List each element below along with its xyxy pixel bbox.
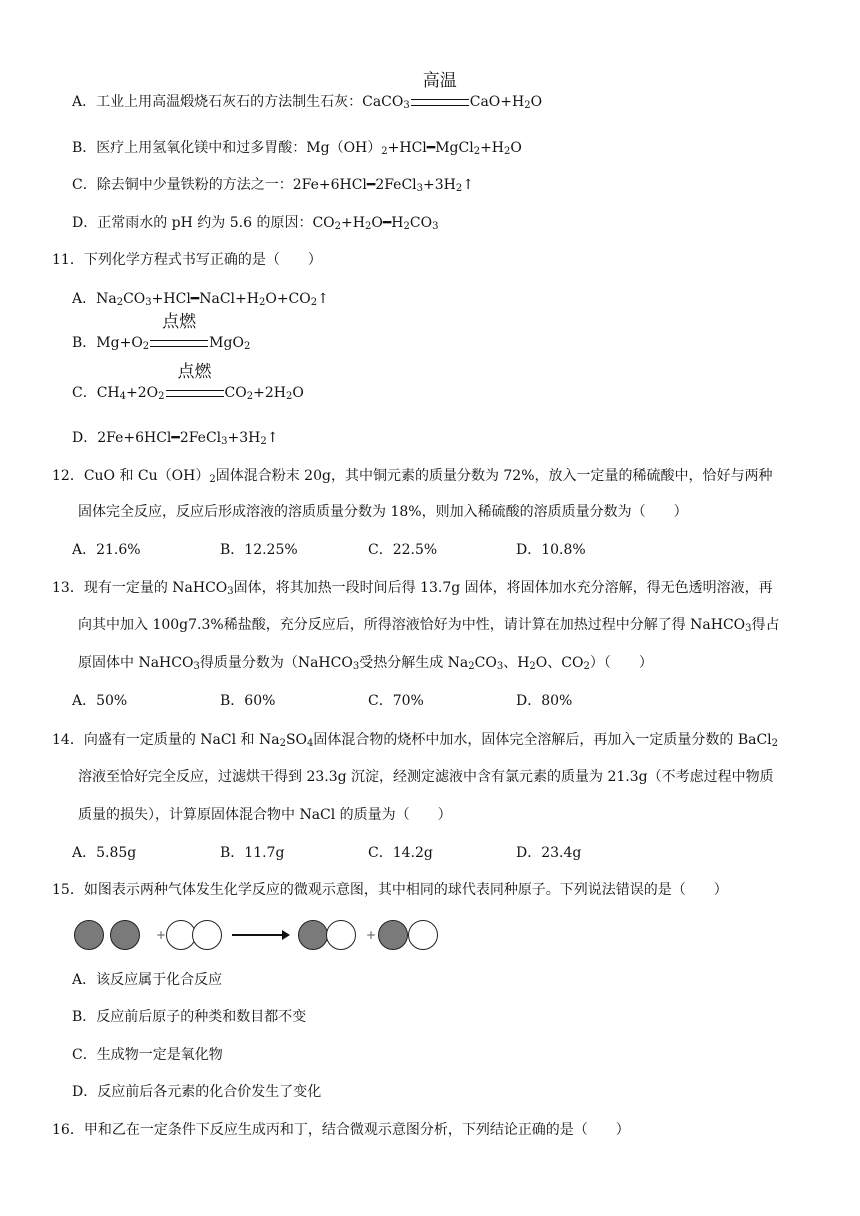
q12-option-b: B．12.25% bbox=[220, 542, 298, 558]
q11-option-a: A．$Na_2CO_3+HCl━NaCl+H_2O+CO_2↑$ bbox=[72, 291, 329, 308]
plus-sign: + bbox=[156, 928, 167, 942]
q11-option-b: B．$Mg+O_2$ 点燃 MgO$_2$ bbox=[72, 312, 251, 352]
ignite-condition: 点燃 bbox=[149, 333, 209, 353]
q11-stem: 11．下列化学方程式书写正确的是（ ） bbox=[52, 252, 322, 268]
reaction-diagram bbox=[74, 918, 454, 952]
q15-option-a: A．该反应属于化合反应 bbox=[72, 972, 223, 988]
q11-option-c: C．$CH_4+2O_2$ 点燃 $CO_2+2H_2O$ bbox=[72, 362, 304, 402]
light-atom bbox=[408, 920, 438, 950]
q10-option-a: A．工业上用高温煅烧石灰石的方法制生石灰：CaCO$_3$ 高温 $CaO+H_2O$ bbox=[72, 71, 543, 111]
q10-option-c: C．除去铜中少量铁粉的方法之一：$2Fe+6HCl━2FeCl_3+3H_2↑$ bbox=[72, 177, 474, 194]
q15-option-c: C．生成物一定是氧化物 bbox=[72, 1047, 223, 1063]
q13-option-c: C．70% bbox=[368, 693, 424, 709]
reaction-arrow bbox=[232, 934, 288, 936]
high-temp-condition: 高温 bbox=[410, 92, 470, 112]
q12-option-c: C．22.5% bbox=[368, 542, 438, 558]
light-atom bbox=[192, 920, 222, 950]
q12-option-a: A．21.6% bbox=[72, 542, 141, 558]
q12-option-d: D．10.8% bbox=[516, 542, 586, 558]
q15-option-b: B．反应前后原子的种类和数目都不变 bbox=[72, 1009, 307, 1025]
q14-stem-line2: 溶液至恰好完全反应，过滤烘干得到 23.3g 沉淀，经测定滤液中含有氯元素的质量为 21.3g（不考虑过程中物质 bbox=[78, 769, 774, 785]
q13-option-a: A．50% bbox=[72, 693, 128, 709]
q14-stem-line3: 质量的损失），计算原固体混合物中 NaCl 的质量为（ ） bbox=[78, 807, 452, 823]
q13-stem-line2: 向其中加入 100g7.3%稀盐酸，充分反应后，所得溶液恰好为中性，请计算在加热过程中分解了得 NaHCO$_3$得占 bbox=[78, 617, 780, 634]
q14-options bbox=[72, 843, 812, 863]
q13-stem-line1: 13．现有一定量的 NaHCO$_3$固体，将其加热一段时间后得 13.7g 固体，将固体加水充分溶解，得无色透明溶液，再 bbox=[52, 580, 773, 597]
q14-option-b: B．11.7g bbox=[220, 845, 285, 861]
q16-stem: 16．甲和乙在一定条件下反应生成丙和丁，结合微观示意图分析，下列结论正确的是（ ） bbox=[52, 1122, 630, 1138]
dark-atom bbox=[110, 920, 140, 950]
ignite-condition: 点燃 bbox=[165, 383, 225, 403]
light-atom bbox=[326, 920, 356, 950]
q12-stem-line1: 12．CuO 和 $Cu(OH)_2$固体混合粉末 20g，其中铜元素的质量分数为 72%，放入一定量的稀硫酸中，恰好与两种 bbox=[52, 468, 773, 485]
q13-options bbox=[72, 691, 812, 711]
q14-option-a: A．5.85g bbox=[72, 845, 137, 861]
q13-option-b: B．60% bbox=[220, 693, 276, 709]
q15-option-d: D．反应前后各元素的化合价发生了变化 bbox=[72, 1084, 322, 1100]
q11-option-d: D．$2Fe+6HCl━2FeCl_3+3H_2↑$ bbox=[72, 430, 279, 447]
dark-atom bbox=[298, 920, 328, 950]
q14-stem-line1: 14．向盛有一定质量的 NaCl 和 $Na_2SO_4$固体混合物的烧杯中加水，固体完全溶解后，再加入一定质量分数的 BaCl$_2$ bbox=[52, 732, 779, 749]
q10-option-b: B．医疗上用氢氧化镁中和过多胃酸：$Mg(OH)_2+HCl━MgCl_2+H_2O$ bbox=[72, 140, 522, 157]
q10-option-d: D．正常雨水的 pH 约为 5.6 的原因：$CO_2+H_2O━H_2CO_3$ bbox=[72, 215, 439, 232]
plus-sign: + bbox=[366, 928, 377, 942]
q12-stem-line2: 固体完全反应，反应后形成溶液的溶质质量分数为 18%，则加入稀硫酸的溶质质量分数为（ ） bbox=[78, 504, 688, 520]
dark-atom bbox=[378, 920, 408, 950]
dark-atom bbox=[74, 920, 104, 950]
q13-stem-line3: 原固体中 NaHCO$_3$得质量分数为（NaHCO$_3$受热分解生成 $Na_2CO_3$、$H_2O$、$CO_2$）（ ） bbox=[78, 655, 653, 672]
q12-options bbox=[72, 540, 812, 560]
q14-option-c: C．14.2g bbox=[368, 845, 433, 861]
q15-stem: 15．如图表示两种气体发生化学反应的微观示意图，其中相同的球代表同种原子。下列说法错误的是（ ） bbox=[52, 882, 728, 898]
q13-option-d: D．80% bbox=[516, 693, 573, 709]
q14-option-d: D．23.4g bbox=[516, 845, 582, 861]
